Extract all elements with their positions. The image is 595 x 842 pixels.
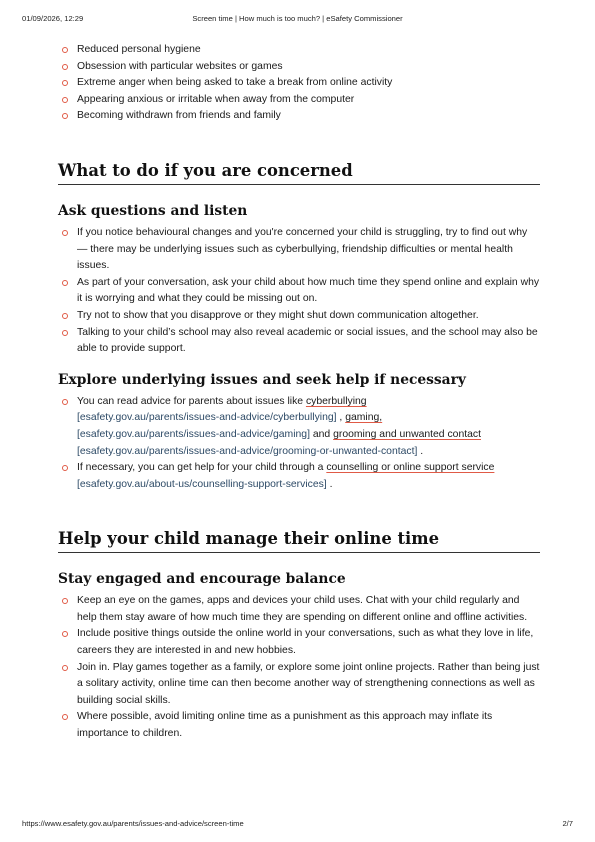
explore-intro-text: You can read advice for parents about issues like — [77, 395, 306, 407]
gaming-link-url: [esafety.gov.au/parents/issues-and-advice/gaming] — [77, 428, 310, 440]
end-text: . — [417, 445, 424, 457]
cyberbullying-link-url: [esafety.gov.au/parents/issues-and-advice/cyberbullying] — [77, 412, 337, 424]
separator-text: , — [336, 412, 346, 424]
counselling-support-link[interactable]: counselling or online support service — [326, 462, 495, 474]
list-item: Appearing anxious or irritable when away from the computer — [58, 92, 540, 109]
list-item: Talking to your child’s school may also reveal academic or social issues, and the school may also be able to provide support. — [58, 325, 540, 358]
print-datetime: 01/09/2026, 12:29 — [22, 14, 84, 23]
counselling-support-link-url: [esafety.gov.au/about-us/counselling-support-services] — [77, 478, 327, 490]
separator-text: and — [309, 428, 334, 440]
list-item: If you notice behavioural changes and you're concerned your child is struggling, try to find out why — there may be underlying issues such as cyberbullying, friendship difficulties or mental health issues. — [58, 225, 540, 275]
cyberbullying-link[interactable]: cyberbullying — [305, 395, 367, 407]
print-page-url: https://www.esafety.gov.au/parents/issues-and-advice/screen-time — [22, 819, 244, 828]
list-item: Include positive things outside the online world in your conversations, such as what they love in life, careers they are interested in and new hobbies. — [58, 626, 540, 659]
list-item: Reduced personal hygiene — [58, 42, 540, 59]
print-footer — [22, 819, 573, 831]
end-text: . — [326, 478, 333, 490]
article-content — [58, 42, 540, 743]
gaming-link[interactable]: gaming, — [345, 412, 383, 424]
list-item: Where possible, avoid limiting online time as a punishment as this approach may inflate its importance to children. — [58, 709, 540, 742]
subheading-stay-engaged: Stay engaged and encourage balance — [58, 571, 346, 588]
list-item: Join in. Play games together as a family, or explore some joint online projects. Rather than being just a solitary activity, online time can then become another way of strengthening connections as well as building social skills. — [58, 660, 540, 710]
grooming-link-url: [esafety.gov.au/parents/issues-and-advice/grooming-or-unwanted-contact] — [77, 445, 418, 457]
ask-questions-list — [58, 225, 540, 358]
list-item: Extreme anger when being asked to take a break from online activity — [58, 75, 540, 92]
subheading-explore-issues: Explore underlying issues and seek help if necessary — [58, 371, 466, 388]
print-page-title: Screen time | How much is too much? | eSafety Commissioner — [192, 14, 403, 23]
list-item — [58, 394, 540, 460]
subheading-ask-questions: Ask questions and listen — [58, 202, 248, 219]
list-item: Becoming withdrawn from friends and family — [58, 108, 540, 125]
explore-issues-list — [58, 394, 540, 494]
list-item: As part of your conversation, ask your child about how much time they spend online and explain why it is worrying and what they could be missing out on. — [58, 275, 540, 308]
list-item — [58, 460, 540, 493]
list-item: Keep an eye on the games, apps and devices your child uses. Chat with your child regularly and help them stay aware of how much time they are spending on different online and offline activities. — [58, 593, 540, 626]
warning-signs-list — [58, 42, 540, 125]
section-heading-concerned: What to do if you are concerned — [58, 161, 540, 185]
print-header — [22, 14, 573, 26]
section-heading-manage-time: Help your child manage their online time — [58, 529, 540, 553]
stay-engaged-list — [58, 593, 540, 742]
list-item: Try not to show that you disapprove or they might shut down communication altogether. — [58, 308, 540, 325]
support-intro-text: If necessary, you can get help for your child through a — [77, 462, 327, 474]
list-item: Obsession with particular websites or games — [58, 59, 540, 76]
page-number: 2/7 — [562, 819, 573, 828]
grooming-link[interactable]: grooming and unwanted contact — [333, 428, 481, 440]
